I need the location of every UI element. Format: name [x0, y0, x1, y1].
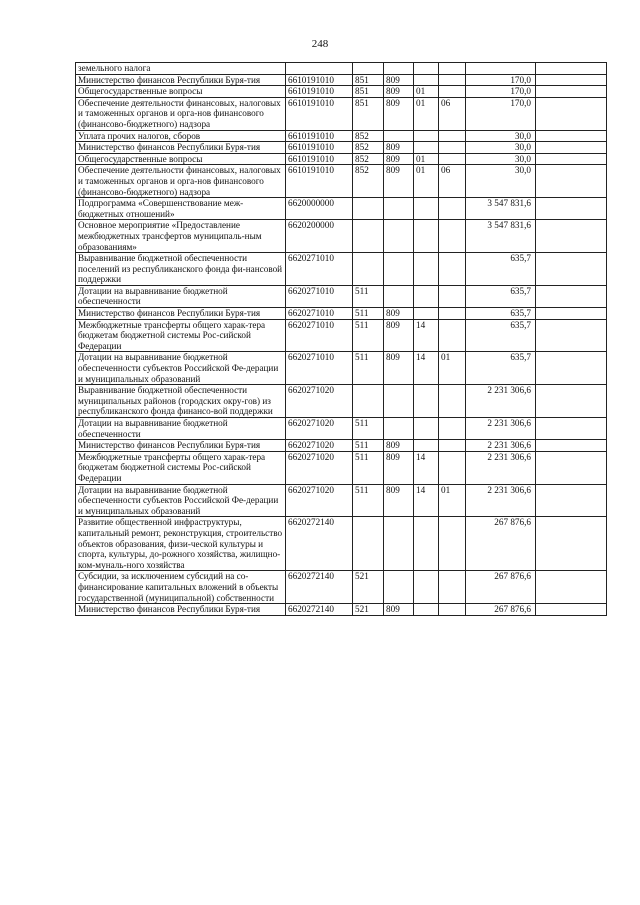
cell-subsection	[439, 385, 466, 418]
cell-amount-extra	[536, 418, 607, 440]
cell-amount-extra	[536, 130, 607, 142]
cell-ministry-code: 809	[384, 440, 414, 452]
cell-ministry-code	[384, 285, 414, 307]
budget-table	[75, 62, 607, 616]
cell-subsection	[439, 142, 466, 154]
table-row	[76, 484, 607, 517]
cell-amount: 2 231 306,6	[466, 451, 536, 484]
cell-amount: 635,7	[466, 319, 536, 352]
cell-ministry-code	[384, 63, 414, 75]
cell-amount: 2 231 306,6	[466, 385, 536, 418]
cell-target-article: 6620271020	[286, 451, 353, 484]
table-row	[76, 130, 607, 142]
cell-ministry-code: 809	[384, 153, 414, 165]
cell-name: Подпрограмма «Совершенствование меж-бюджетных отношений»	[76, 198, 286, 220]
cell-amount-extra	[536, 97, 607, 130]
cell-expense-type: 511	[353, 484, 384, 517]
cell-amount: 30,0	[466, 142, 536, 154]
cell-section	[414, 517, 439, 571]
cell-amount-extra	[536, 86, 607, 98]
cell-ministry-code: 809	[384, 74, 414, 86]
cell-ministry-code: 809	[384, 142, 414, 154]
cell-subsection	[439, 319, 466, 352]
cell-amount: 267 876,6	[466, 571, 536, 604]
cell-expense-type: 511	[353, 319, 384, 352]
cell-expense-type: 852	[353, 130, 384, 142]
cell-section: 01	[414, 97, 439, 130]
cell-name: Межбюджетные трансферты общего харак-тера бюджетам бюджетной системы Рос-сийской Федерации	[76, 451, 286, 484]
cell-section	[414, 285, 439, 307]
cell-expense-type: 852	[353, 153, 384, 165]
cell-subsection	[439, 220, 466, 253]
cell-ministry-code: 809	[384, 308, 414, 320]
cell-amount: 635,7	[466, 308, 536, 320]
cell-ministry-code: 809	[384, 97, 414, 130]
cell-name: Министерство финансов Республики Буря-тия	[76, 440, 286, 452]
cell-subsection	[439, 86, 466, 98]
cell-subsection	[439, 440, 466, 452]
table-row	[76, 153, 607, 165]
cell-section: 01	[414, 153, 439, 165]
cell-name: Выравнивание бюджетной обеспеченности поселений из республиканского фонда фи-нансовой поддержки	[76, 253, 286, 286]
cell-ministry-code: 809	[384, 86, 414, 98]
cell-section	[414, 130, 439, 142]
cell-amount: 3 547 831,6	[466, 220, 536, 253]
cell-subsection: 01	[439, 484, 466, 517]
cell-name: Дотации на выравнивание бюджетной обеспеченности субъектов Российской Фе-дерации и муниципальных образований	[76, 484, 286, 517]
cell-subsection	[439, 604, 466, 616]
cell-name: Выравнивание бюджетной обеспеченности муниципальных районов (городских окру-гов) из республиканского фонда финансо-вой поддержки	[76, 385, 286, 418]
cell-subsection	[439, 63, 466, 75]
table-row	[76, 440, 607, 452]
cell-expense-type: 851	[353, 86, 384, 98]
cell-section	[414, 571, 439, 604]
cell-amount-extra	[536, 440, 607, 452]
cell-expense-type: 851	[353, 74, 384, 86]
table-row	[76, 74, 607, 86]
cell-subsection	[439, 451, 466, 484]
cell-subsection: 06	[439, 165, 466, 198]
cell-expense-type	[353, 517, 384, 571]
cell-ministry-code	[384, 571, 414, 604]
cell-name: Межбюджетные трансферты общего харак-тера бюджетам бюджетной системы Рос-сийской Федерации	[76, 319, 286, 352]
table-row	[76, 253, 607, 286]
table-row	[76, 142, 607, 154]
cell-expense-type	[353, 220, 384, 253]
cell-section	[414, 63, 439, 75]
cell-amount-extra	[536, 198, 607, 220]
cell-subsection	[439, 285, 466, 307]
cell-amount: 267 876,6	[466, 517, 536, 571]
cell-target-article: 6610191010	[286, 97, 353, 130]
cell-section	[414, 418, 439, 440]
cell-amount: 30,0	[466, 165, 536, 198]
cell-expense-type: 511	[353, 308, 384, 320]
cell-ministry-code	[384, 130, 414, 142]
table-row	[76, 285, 607, 307]
table-row	[76, 319, 607, 352]
cell-amount: 2 231 306,6	[466, 418, 536, 440]
cell-name: Дотации на выравнивание бюджетной обеспеченности	[76, 285, 286, 307]
table-row	[76, 418, 607, 440]
cell-subsection: 01	[439, 352, 466, 385]
cell-target-article: 6610191010	[286, 74, 353, 86]
cell-section: 14	[414, 484, 439, 517]
page-number: 248	[311, 38, 329, 50]
cell-amount: 267 876,6	[466, 604, 536, 616]
cell-amount: 635,7	[466, 253, 536, 286]
cell-name: Общегосударственные вопросы	[76, 86, 286, 98]
cell-target-article: 6620272140	[286, 604, 353, 616]
cell-target-article: 6620000000	[286, 198, 353, 220]
cell-amount: 2 231 306,6	[466, 484, 536, 517]
cell-ministry-code	[384, 418, 414, 440]
cell-expense-type	[353, 198, 384, 220]
cell-target-article: 6620272140	[286, 571, 353, 604]
cell-amount-extra	[536, 63, 607, 75]
cell-expense-type	[353, 385, 384, 418]
cell-amount: 635,7	[466, 352, 536, 385]
cell-amount-extra	[536, 385, 607, 418]
cell-ministry-code: 809	[384, 319, 414, 352]
cell-subsection	[439, 571, 466, 604]
cell-amount-extra	[536, 285, 607, 307]
cell-name: Субсидии, за исключением субсидий на со-финансирование капитальных вложений в объекты государственной (муниципальной) собственности	[76, 571, 286, 604]
cell-name: Дотации на выравнивание бюджетной обеспеченности	[76, 418, 286, 440]
cell-expense-type: 851	[353, 97, 384, 130]
cell-target-article	[286, 63, 353, 75]
cell-ministry-code	[384, 220, 414, 253]
table-row	[76, 385, 607, 418]
cell-target-article: 6620271010	[286, 352, 353, 385]
cell-ministry-code: 809	[384, 352, 414, 385]
cell-ministry-code: 809	[384, 484, 414, 517]
table-row	[76, 352, 607, 385]
cell-ministry-code: 809	[384, 604, 414, 616]
cell-expense-type: 852	[353, 165, 384, 198]
cell-ministry-code: 809	[384, 451, 414, 484]
cell-expense-type: 511	[353, 440, 384, 452]
table-row	[76, 198, 607, 220]
cell-name: Основное мероприятие «Предоставление межбюджетных трансфертов муниципаль-ным образованиям»	[76, 220, 286, 253]
cell-subsection	[439, 308, 466, 320]
cell-amount-extra	[536, 517, 607, 571]
cell-section	[414, 198, 439, 220]
cell-amount-extra	[536, 74, 607, 86]
table-row	[76, 97, 607, 130]
cell-amount-extra	[536, 253, 607, 286]
cell-section: 01	[414, 165, 439, 198]
cell-subsection	[439, 130, 466, 142]
table-row	[76, 63, 607, 75]
cell-name: Общегосударственные вопросы	[76, 153, 286, 165]
table-row	[76, 220, 607, 253]
cell-expense-type: 521	[353, 604, 384, 616]
cell-amount-extra	[536, 142, 607, 154]
cell-amount-extra	[536, 484, 607, 517]
cell-subsection	[439, 253, 466, 286]
cell-amount: 170,0	[466, 86, 536, 98]
cell-amount-extra	[536, 153, 607, 165]
cell-name: Обеспечение деятельности финансовых, налоговых и таможенных органов и орга-нов финансового (финансово-бюджетного) надзора	[76, 165, 286, 198]
cell-ministry-code	[384, 253, 414, 286]
cell-ministry-code	[384, 517, 414, 571]
table-row	[76, 86, 607, 98]
cell-subsection	[439, 517, 466, 571]
cell-name: Развитие общественной инфраструктуры, капитальный ремонт, реконструкция, строительство объектов образования, физи-ческой культуры и спорта, культуры, до-рожного хозяйства, жилищно-ком-муналь-ного хозяйства	[76, 517, 286, 571]
cell-target-article: 6610191010	[286, 86, 353, 98]
cell-amount-extra	[536, 308, 607, 320]
cell-amount: 30,0	[466, 153, 536, 165]
cell-amount: 3 547 831,6	[466, 198, 536, 220]
cell-name: Дотации на выравнивание бюджетной обеспеченности субъектов Российской Фе-дерации и муниципальных образований	[76, 352, 286, 385]
cell-target-article: 6620271010	[286, 308, 353, 320]
cell-amount-extra	[536, 220, 607, 253]
cell-ministry-code: 809	[384, 165, 414, 198]
cell-target-article: 6620272140	[286, 517, 353, 571]
cell-amount: 170,0	[466, 97, 536, 130]
cell-section	[414, 308, 439, 320]
cell-target-article: 6620271020	[286, 418, 353, 440]
cell-expense-type: 511	[353, 451, 384, 484]
cell-ministry-code	[384, 198, 414, 220]
cell-name: Министерство финансов Республики Буря-тия	[76, 308, 286, 320]
cell-target-article: 6610191010	[286, 130, 353, 142]
cell-section: 14	[414, 319, 439, 352]
table-row	[76, 571, 607, 604]
table-row	[76, 451, 607, 484]
cell-subsection	[439, 153, 466, 165]
cell-ministry-code	[384, 385, 414, 418]
cell-amount-extra	[536, 571, 607, 604]
cell-section: 01	[414, 86, 439, 98]
table-row	[76, 165, 607, 198]
cell-name: Уплата прочих налогов, сборов	[76, 130, 286, 142]
cell-target-article: 6620271010	[286, 319, 353, 352]
cell-subsection	[439, 198, 466, 220]
cell-amount-extra	[536, 165, 607, 198]
cell-amount	[466, 63, 536, 75]
cell-expense-type: 511	[353, 285, 384, 307]
cell-target-article: 6620271020	[286, 385, 353, 418]
cell-expense-type: 511	[353, 352, 384, 385]
cell-section	[414, 220, 439, 253]
cell-subsection: 06	[439, 97, 466, 130]
cell-amount: 30,0	[466, 130, 536, 142]
cell-target-article: 6620271010	[286, 285, 353, 307]
cell-target-article: 6610191010	[286, 142, 353, 154]
cell-amount-extra	[536, 451, 607, 484]
cell-target-article: 6620271020	[286, 484, 353, 517]
cell-target-article: 6620200000	[286, 220, 353, 253]
cell-amount-extra	[536, 352, 607, 385]
cell-target-article: 6620271020	[286, 440, 353, 452]
cell-target-article: 6610191010	[286, 165, 353, 198]
table-row	[76, 604, 607, 616]
cell-expense-type: 521	[353, 571, 384, 604]
cell-amount: 635,7	[466, 285, 536, 307]
cell-section: 14	[414, 451, 439, 484]
cell-target-article: 6610191010	[286, 153, 353, 165]
cell-amount: 170,0	[466, 74, 536, 86]
cell-subsection	[439, 74, 466, 86]
cell-name: Министерство финансов Республики Буря-тия	[76, 74, 286, 86]
cell-amount-extra	[536, 604, 607, 616]
cell-section	[414, 604, 439, 616]
cell-amount: 2 231 306,6	[466, 440, 536, 452]
cell-section	[414, 253, 439, 286]
cell-target-article: 6620271010	[286, 253, 353, 286]
table-row	[76, 517, 607, 571]
cell-amount-extra	[536, 319, 607, 352]
cell-name: Министерство финансов Республики Буря-тия	[76, 604, 286, 616]
cell-expense-type	[353, 63, 384, 75]
cell-name: земельного налога	[76, 63, 286, 75]
cell-section	[414, 385, 439, 418]
cell-section	[414, 142, 439, 154]
table-row	[76, 308, 607, 320]
cell-expense-type: 511	[353, 418, 384, 440]
cell-name: Министерство финансов Республики Буря-тия	[76, 142, 286, 154]
cell-subsection	[439, 418, 466, 440]
cell-name: Обеспечение деятельности финансовых, налоговых и таможенных органов и орга-нов финансового (финансово-бюджетного) надзора	[76, 97, 286, 130]
cell-expense-type: 852	[353, 142, 384, 154]
cell-expense-type	[353, 253, 384, 286]
cell-section: 14	[414, 352, 439, 385]
cell-section	[414, 74, 439, 86]
cell-section	[414, 440, 439, 452]
